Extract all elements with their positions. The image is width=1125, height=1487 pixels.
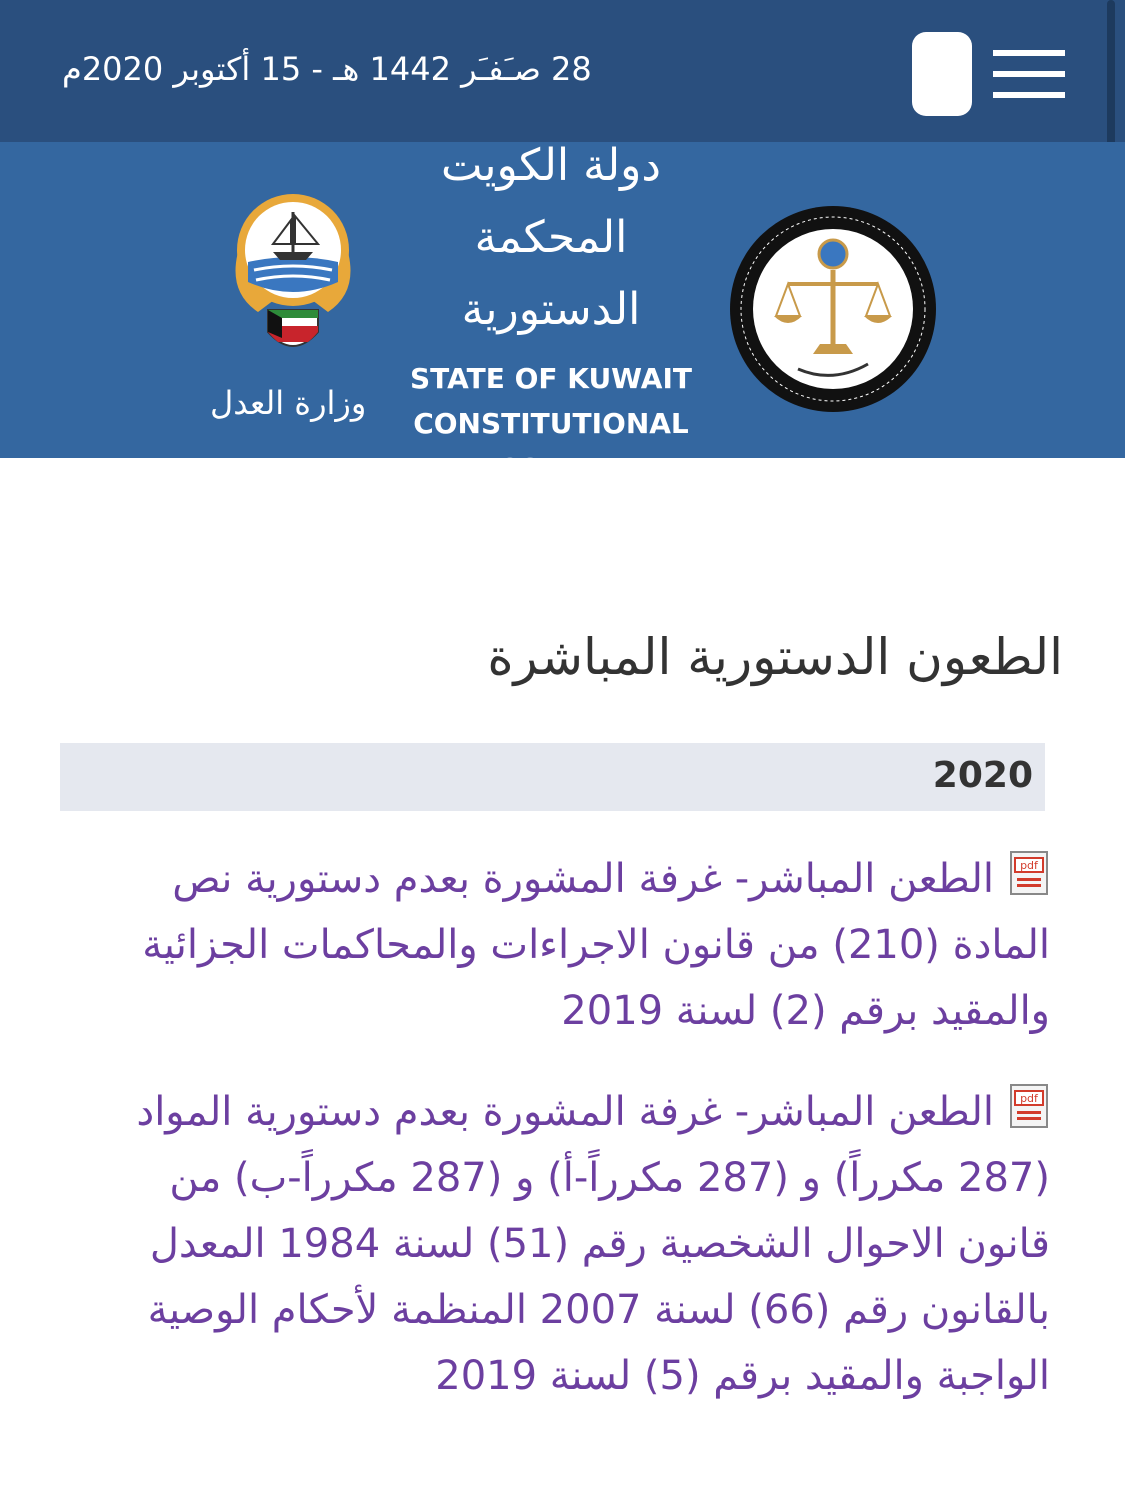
- item-link[interactable]: الطعن المباشر- غرفة المشورة بعدم دستورية نص المادة (210) من قانون الاجراءات والمحاكمات الجزائية والمقيد برقم (2) لسنة 2019: [142, 856, 1050, 1034]
- pdf-icon: [1008, 850, 1050, 896]
- list-item[interactable]: [110, 846, 1050, 1044]
- ministry-label: وزارة العدل: [210, 384, 367, 422]
- year-section-header[interactable]: [60, 743, 1045, 811]
- court-title-english: STATE OF KUWAIT CONSTITUTIONAL COURT: [410, 362, 692, 485]
- list-item[interactable]: [110, 1079, 1050, 1409]
- item-link[interactable]: الطعن المباشر- غرفة المشورة بعدم دستورية المواد (287 مكرراً) و (287 مكرراً-أ) و (287 مكرراً-ب) من قانون الاحوال الشخصية رقم (51) لسنة 1984 المعدل بالقانون رقم (66) لسنة 2007 المنظمة لأحكام الوصية الواجبة والمقيد برقم (5) لسنة 2019: [136, 1089, 1050, 1399]
- header-banner: [0, 140, 1125, 485]
- hamburger-icon[interactable]: [993, 50, 1065, 98]
- svg-text:pdf: pdf: [1020, 1092, 1038, 1105]
- page-title: الطعون الدستورية المباشرة: [487, 628, 1063, 686]
- svg-text:pdf: pdf: [1020, 859, 1038, 872]
- court-title-arabic: دولة الكويت المحكمة الدستورية: [441, 140, 661, 335]
- year-label: 2020: [932, 755, 1033, 796]
- court-seal-icon[interactable]: [728, 204, 938, 414]
- top-bar: [0, 0, 1125, 142]
- pdf-icon: [1008, 1083, 1050, 1129]
- date-text: 28 صـَفـَر 1442 هـ - 15 أكتوبر 2020م: [62, 50, 592, 88]
- white-button[interactable]: [912, 32, 972, 116]
- kuwait-emblem-icon[interactable]: [218, 192, 368, 364]
